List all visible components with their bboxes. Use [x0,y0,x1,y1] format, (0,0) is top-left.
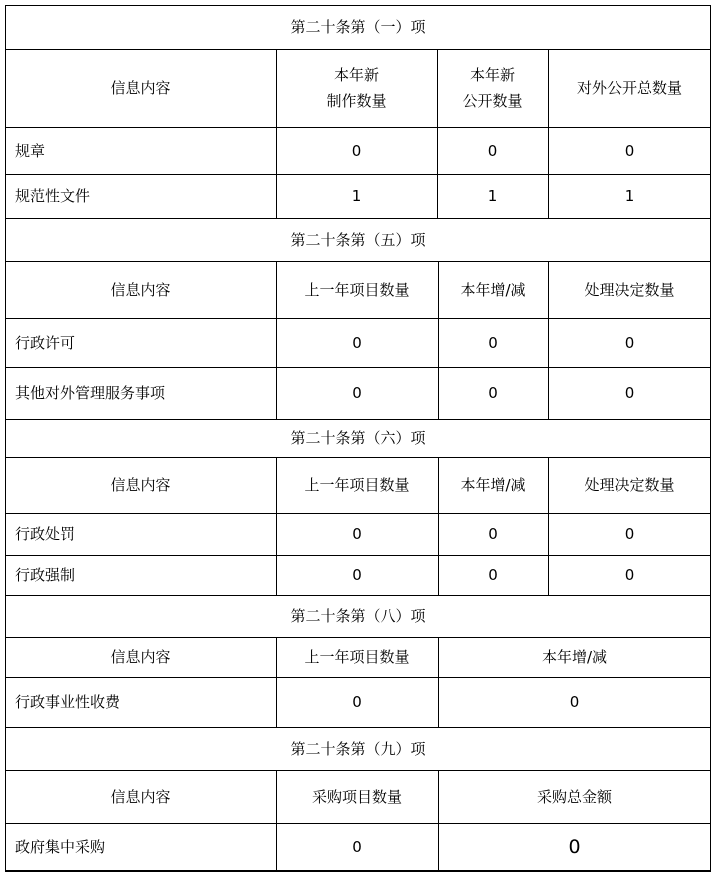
table-rule-vertical [276,637,277,727]
table-rule-vertical [437,49,438,218]
column-header-info: 信息内容 [110,476,171,494]
section-title: 第二十条第（九）项 [290,739,426,758]
column-header: 本年新 制作数量 [326,66,387,110]
column-header: 本年新 公开数量 [462,66,523,110]
section-title: 第二十条第（五）项 [290,230,426,249]
column-header: 采购总金额 [536,787,612,806]
table-cell: 0 [568,836,581,858]
column-header: 采购项目数量 [311,787,402,806]
table-rule-horizontal [5,871,711,872]
table-rule-vertical [276,457,277,595]
table-cell: 0 [488,566,498,584]
table-cell: 0 [352,838,362,856]
table-cell: 0 [488,525,498,543]
row-label: 行政处罚 [15,525,76,543]
column-header-info: 信息内容 [110,648,171,666]
column-header: 处理决定数量 [584,476,675,494]
table-cell: 0 [352,566,362,584]
table-cell: 0 [488,333,498,352]
table-rule-vertical [438,457,439,595]
table-cell: 1 [624,187,635,205]
column-header-info: 信息内容 [110,787,171,806]
table-cell: 0 [487,141,498,160]
section-title: 第二十条第（六）项 [290,429,426,447]
table-cell: 0 [488,384,498,402]
table-cell: 0 [624,333,635,352]
table-cell: 0 [352,693,362,711]
table-cell: 0 [624,141,635,160]
section-title: 第二十条第（八）项 [290,607,426,625]
section-title: 第二十条第（一）项 [290,18,426,36]
column-header: 上一年项目数量 [304,280,410,299]
column-header: 上一年项目数量 [304,648,410,666]
table-cell: 0 [624,525,635,543]
row-label: 规章 [15,141,46,160]
table-rule-vertical [438,261,439,419]
table-rule-vertical [548,457,549,595]
table-cell: 0 [352,333,362,352]
table-cell: 0 [624,384,635,402]
table-cell: 0 [569,693,580,711]
row-label: 其他对外管理服务事项 [15,384,166,402]
table-cell: 0 [352,384,362,402]
table-rule-vertical [276,770,277,871]
column-header-info: 信息内容 [110,280,171,299]
row-label: 行政事业性收费 [15,693,121,711]
row-label: 政府集中采购 [15,838,106,856]
column-header: 本年增/减 [460,476,526,494]
row-label: 行政强制 [15,566,76,584]
column-header-info: 信息内容 [110,79,171,97]
table-cell: 0 [351,141,362,160]
table-cell: 0 [352,525,362,543]
table-cell: 1 [487,187,498,205]
column-header: 本年增/减 [460,280,526,299]
column-header: 处理决定数量 [584,280,675,299]
column-header: 对外公开总数量 [576,79,682,97]
column-header: 本年增/减 [541,648,608,666]
table-rule-vertical [276,49,277,218]
table-rule-vertical [548,49,549,218]
table-rule-vertical [276,261,277,419]
row-label: 行政许可 [15,333,76,352]
row-label: 规范性文件 [15,187,91,205]
table-rule-vertical [438,637,439,727]
column-header: 上一年项目数量 [304,476,410,494]
table-rule-vertical [438,770,439,871]
table-cell: 0 [624,566,635,584]
table-rule-vertical [548,261,549,419]
table-cell: 1 [351,187,362,205]
